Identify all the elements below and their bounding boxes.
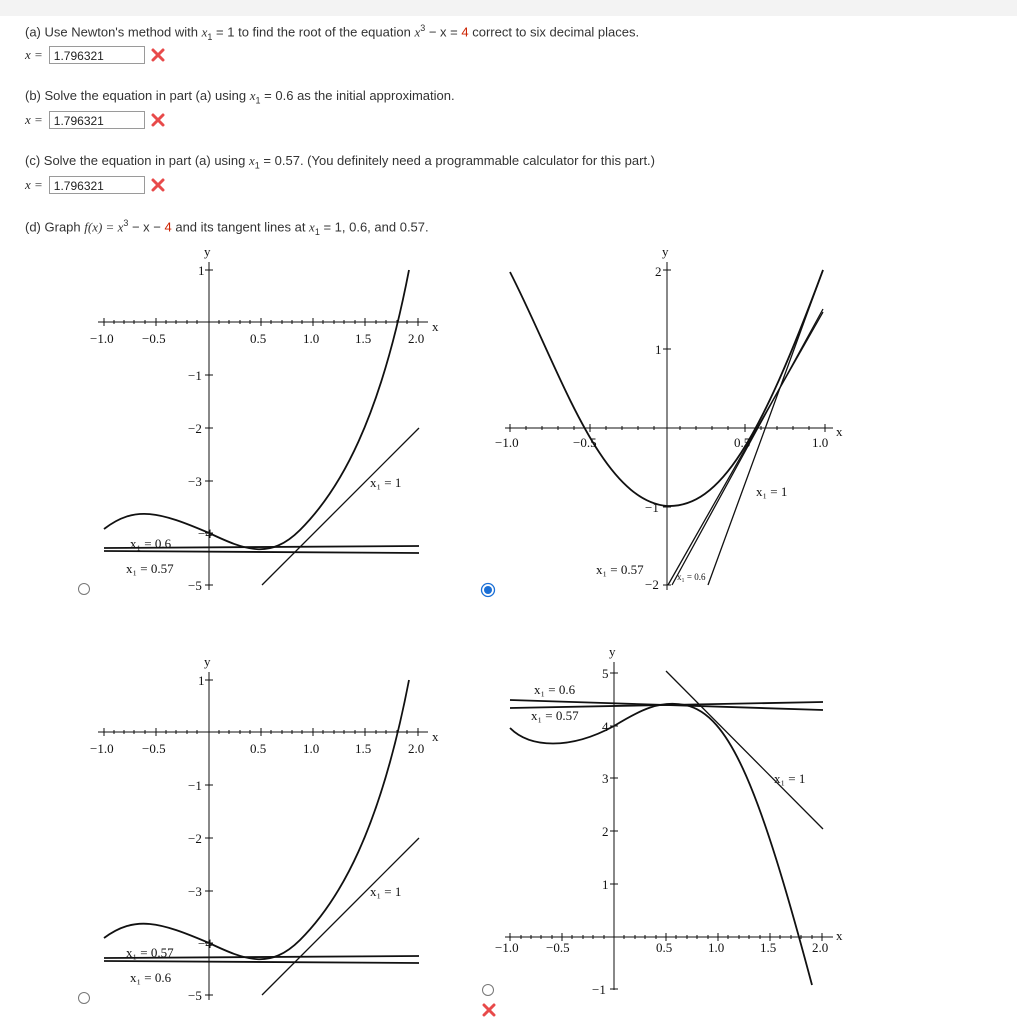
x-tick-label: 0.5 xyxy=(734,435,751,450)
x-tick-label: 1.5 xyxy=(355,741,372,756)
answer-b-input[interactable]: 1.796321 xyxy=(49,111,145,129)
tangent-label: x₁ = 1 xyxy=(370,475,402,490)
x-tick-label: 0.5 xyxy=(250,331,267,346)
x-tick-label: −0.5 xyxy=(142,741,166,756)
tangent-label: x₁ = 0.6 xyxy=(677,572,706,582)
x-tick-label: −1.0 xyxy=(90,331,114,346)
tangent-label: x₁ = 0.6 xyxy=(130,970,172,985)
y-tick-label: −1 xyxy=(188,778,202,793)
tangent-label: x₁ = 0.57 xyxy=(126,945,174,960)
x-tick-label: 1.0 xyxy=(812,435,829,450)
x-axis-label: x xyxy=(836,424,843,439)
y-axis-label: y xyxy=(204,244,211,259)
tangent-label: x₁ = 1 xyxy=(774,771,806,786)
tangent-line-x1-0.6 xyxy=(104,961,419,963)
answer-a-input[interactable]: 1.796321 xyxy=(49,46,145,64)
graph-option-3-radio[interactable] xyxy=(77,991,91,1005)
y-tick-label: −1 xyxy=(188,368,202,383)
answer-c-input[interactable]: 1.796321 xyxy=(49,176,145,194)
y-tick-label: −2 xyxy=(188,831,202,846)
graph-option-1-radio[interactable] xyxy=(77,582,91,596)
x-tick-label: 1.5 xyxy=(760,940,777,955)
y-tick-label: −1 xyxy=(645,500,659,515)
tangent-line-x1-1 xyxy=(666,671,823,829)
x-tick-label: 1.0 xyxy=(708,940,725,955)
incorrect-x-icon xyxy=(151,178,165,192)
tangent-label: x₁ = 0.57 xyxy=(126,561,174,576)
tangent-line-x1-1 xyxy=(262,838,419,995)
x-tick-label: 2.0 xyxy=(812,940,829,955)
y-tick-label: −5 xyxy=(188,578,202,593)
y-tick-label: 3 xyxy=(602,771,609,786)
y-axis-label: y xyxy=(609,644,616,659)
y-tick-label: −4 xyxy=(198,526,212,541)
y-tick-label: −3 xyxy=(188,474,202,489)
incorrect-x-icon xyxy=(482,1003,496,1017)
x-tick-label: −0.5 xyxy=(546,940,570,955)
tangent-label: x₁ = 1 xyxy=(370,884,402,899)
y-tick-label: 2 xyxy=(602,824,609,839)
y-tick-label: 4 xyxy=(602,719,609,734)
top-bar xyxy=(0,0,1017,16)
x-tick-label: −0.5 xyxy=(142,331,166,346)
x-tick-label: 0.5 xyxy=(656,940,673,955)
answer-a-row: x = 1.796321 xyxy=(25,46,165,64)
y-tick-label: 1 xyxy=(602,877,609,892)
y-tick-label: 1 xyxy=(198,673,205,688)
x-axis-label: x xyxy=(432,729,439,744)
y-tick-label: −3 xyxy=(188,884,202,899)
y-tick-label: −4 xyxy=(198,936,212,951)
y-tick-label: −5 xyxy=(188,988,202,1003)
graph-option-3 xyxy=(80,648,440,1003)
tangent-label: x₁ = 0.6 xyxy=(534,682,576,697)
x-tick-label: 1.5 xyxy=(355,331,372,346)
question-b: (b) Solve the equation in part (a) using $x_1 = 0.6$ as the initial approximation. xyxy=(25,88,455,106)
x-tick-label: 0.5 xyxy=(250,741,267,756)
x-tick-label: −1.0 xyxy=(495,940,519,955)
x-tick-label: −1.0 xyxy=(90,741,114,756)
x-tick-label: 2.0 xyxy=(408,331,425,346)
y-tick-label: 5 xyxy=(602,666,609,681)
graph-option-2-radio[interactable] xyxy=(480,582,496,598)
tangent-label: x₁ = 0.57 xyxy=(531,708,579,723)
x-tick-label: −1.0 xyxy=(495,435,519,450)
question-d: (d) Graph $f(x) = x^3 - x - 4$ and its tangent lines at $x_1 = 1$, 0.6, and 0.57. xyxy=(25,218,429,237)
y-tick-label: 1 xyxy=(655,342,662,357)
question-c: (c) Solve the equation in part (a) using $x_1 = 0.57$. (You definitely need a programmable calculator for this part.) xyxy=(25,153,655,171)
y-axis-label: y xyxy=(662,244,669,259)
y-tick-label: −2 xyxy=(645,577,659,592)
tangent-line-x1-0.57 xyxy=(104,551,419,553)
y-tick-label: −1 xyxy=(592,982,606,997)
graph-option-4 xyxy=(490,640,850,997)
x-tick-label: −0.5 xyxy=(573,435,597,450)
graph-option-1 xyxy=(80,238,440,593)
x-tick-label: 1.0 xyxy=(303,741,320,756)
graph-option-4-radio[interactable] xyxy=(481,983,495,997)
tangent-label: x₁ = 1 xyxy=(756,484,788,499)
x-tick-label: 2.0 xyxy=(408,741,425,756)
tangent-label: x₁ = 0.6 xyxy=(130,536,172,551)
incorrect-x-icon xyxy=(151,113,165,127)
y-tick-label: 2 xyxy=(655,264,662,279)
cubic-curve xyxy=(104,270,409,549)
question-a: (a) Use Newton's method with $x_1 = 1$ to find the root of the equation $x^3 - x = 4$ correct to six decimal places. xyxy=(25,23,640,42)
answer-c-row: x = 1.796321 xyxy=(25,176,165,194)
x-tick-label: 1.0 xyxy=(303,331,320,346)
y-axis-label: y xyxy=(204,654,211,669)
answer-b-row: x = 1.796321 xyxy=(25,111,165,129)
y-tick-label: 1 xyxy=(198,263,205,278)
tangent-label: x₁ = 0.57 xyxy=(596,562,644,577)
x-axis-label: x xyxy=(836,928,843,943)
incorrect-x-icon xyxy=(151,48,165,62)
tangent-line-x1-1 xyxy=(262,428,419,585)
y-tick-label: −2 xyxy=(188,421,202,436)
graph-option-2 xyxy=(490,238,850,592)
x-axis-label: x xyxy=(432,319,439,334)
cubic-curve xyxy=(104,680,409,959)
